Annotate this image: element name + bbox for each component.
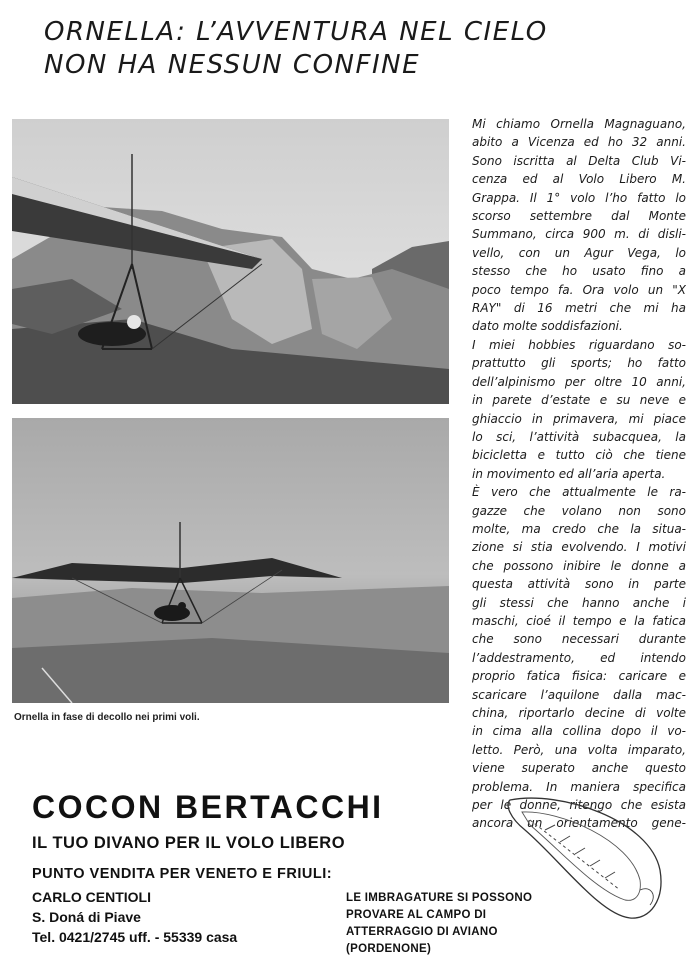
article-line: scorso settembre dal Monte — [472, 209, 686, 224]
article-line: Grappa. Il 1° volo l’ho fatto lo — [472, 190, 686, 205]
article-line: china, riportarlo decine di volte — [472, 706, 686, 720]
article-line: gazze che volano non sono — [472, 503, 686, 518]
hang-glider-flight-photo — [12, 418, 449, 703]
article-line: ancora un orientamento gene- — [472, 816, 686, 831]
article-line: proprio fatica fisica: caricare e — [472, 669, 686, 684]
ad-note-line: ATTERRAGGIO DI AVIANO — [346, 926, 498, 938]
ad-address — [32, 887, 237, 947]
title-line-1: ORNELLA: L’AVVENTURA NEL CIELO — [44, 17, 548, 47]
article-line: stesso che ho usato fino a — [472, 264, 686, 279]
article-line: Summano, circa 900 m. di disli- — [472, 227, 686, 242]
article-line: questa attività sono in parte — [472, 577, 686, 592]
article-line: dato molte soddisfazioni. — [472, 319, 623, 334]
ad-phone: Tel. 0421/2745 uff. - 55339 casa — [32, 929, 238, 945]
article-line: prattutto gli sports; ho fatto — [472, 356, 686, 371]
article-line: in parete d’estate e su neve e — [472, 393, 686, 408]
hang-glider-takeoff-photo — [12, 119, 449, 404]
ad-note-line: (PORDENONE) — [346, 943, 432, 955]
photo-flight — [12, 418, 449, 703]
ad-note-line: LE IMBRAGATURE SI POSSONO — [346, 892, 533, 904]
article-line: Sono iscritta al Delta Club Vi- — [472, 153, 686, 168]
article-line: zione si stia evolvendo. I motivi — [472, 540, 686, 555]
article-line: dell’alpinismo per oltre 10 anni, — [472, 374, 686, 389]
article-line: per le donne, ritengo che esista — [472, 798, 686, 813]
photo-takeoff — [12, 119, 449, 404]
article-line: vello, con un Agur Vega, lo — [472, 245, 686, 260]
article-line: che possono inibire le donne a — [472, 558, 686, 573]
article-line: molte, ma credo che la situa- — [472, 521, 686, 536]
ad-tagline: IL TUO DIVANO PER IL VOLO LIBERO — [32, 834, 346, 852]
article-line: gli stessi che hanno anche i — [472, 595, 686, 610]
article-line: maschi, cioé il tempo e la fatica — [472, 613, 686, 628]
article-line: È vero che attualmente le ra- — [472, 485, 686, 500]
article-line: che sono necessari durante — [472, 632, 686, 647]
article-line: in cima alla collina dopo il vo- — [472, 724, 686, 739]
article-line: I miei hobbies riguardano so- — [472, 337, 686, 352]
photo-caption: Ornella in fase di decollo nei primi voli. — [14, 712, 200, 723]
cocoon-harness-sketch-icon — [500, 790, 670, 925]
article-title — [44, 16, 684, 82]
article-line: ghiaccio in primavera, mi piace — [472, 411, 686, 426]
article-line: letto. Però, una volta imparato, — [472, 742, 686, 757]
article-text — [472, 115, 686, 833]
title-line-2: NON HA NESSUN CONFINE — [44, 50, 420, 80]
article-line: Mi chiamo Ornella Magnaguano, — [472, 117, 686, 131]
article-line: l’addestramento, ed intendo — [472, 650, 686, 665]
article-line: in movimento ed all’aria aperta. — [472, 466, 666, 481]
article-line: lo sci, l’attività subacquea, la — [472, 429, 686, 444]
ad-note-line: PROVARE AL CAMPO DI — [346, 909, 487, 921]
article-line: RAY" di 16 metri che mi ha — [472, 301, 686, 316]
ad-city: S. Doná di Piave — [32, 909, 141, 925]
article-line: bicicletta e tutto ciò che tiene — [472, 448, 686, 463]
ad-contact-name: CARLO CENTIOLI — [32, 889, 151, 905]
article-line: cenza ed al Volo Libero M. — [472, 172, 686, 187]
article-line: scaricare l’aquilone dalla mac- — [472, 687, 686, 702]
article-line: poco tempo fa. Ora volo un "X — [472, 282, 686, 297]
ad-brand: COCON BERTACCHI — [32, 789, 384, 825]
article-line: viene superato anche questo — [472, 761, 686, 776]
article-line: abito a Vicenza ed ho 32 anni. — [472, 135, 686, 150]
ad-shop-heading: PUNTO VENDITA PER VENETO E FRIULI: — [32, 866, 333, 882]
article-line: problema. In maniera specifica — [472, 779, 686, 794]
